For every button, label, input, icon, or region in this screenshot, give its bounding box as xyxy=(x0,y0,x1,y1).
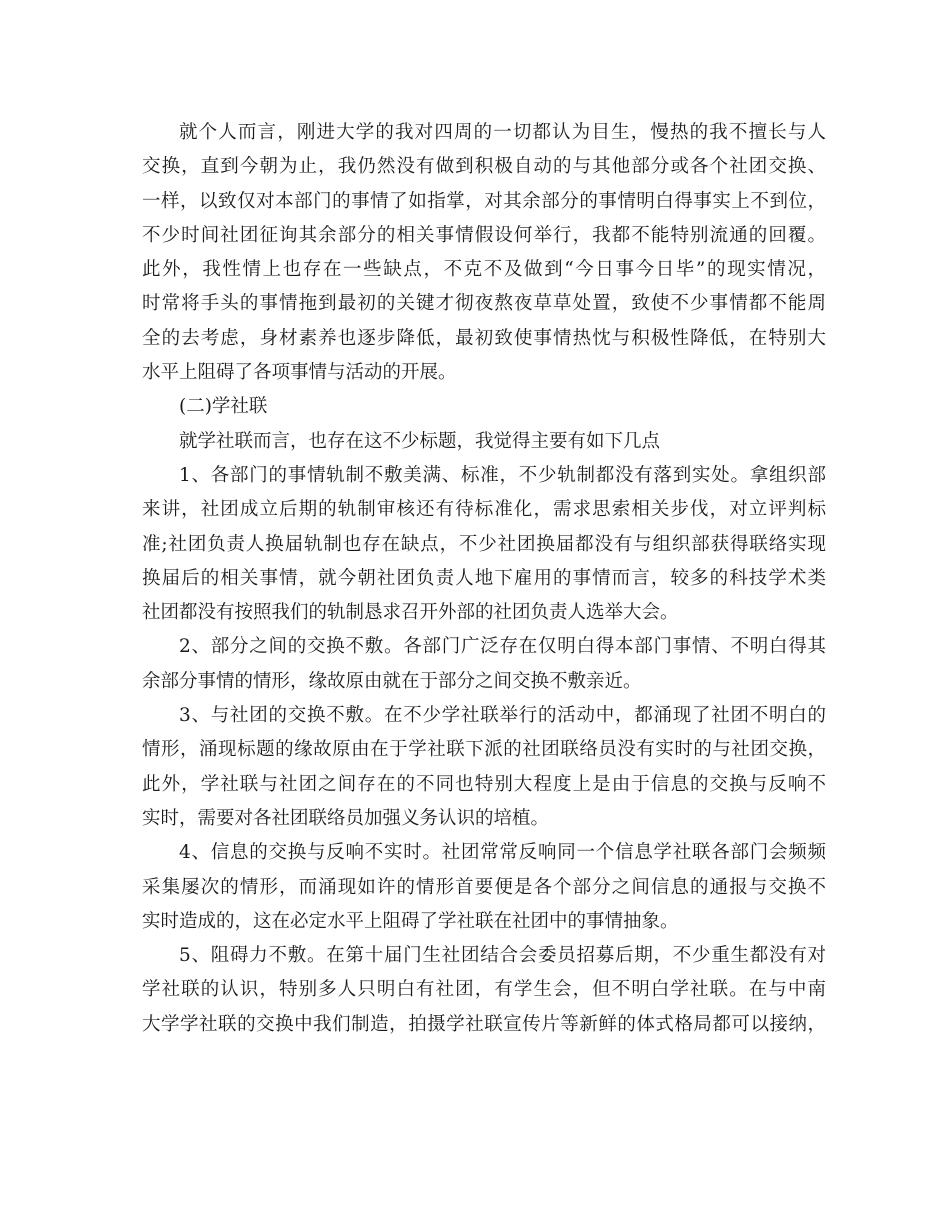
paragraph-line: 4、信息的交换与反响不实时。社团常常反响同一个信息学社联各部门会频频 xyxy=(179,842,826,864)
paragraph-line: 交换，直到今朝为止，我仍然没有做到积极自动的与其他部分或各个社团交换、 xyxy=(142,156,826,178)
document-body xyxy=(142,116,826,1042)
paragraph-line: 就学社联而言，也存在这不少标题，我觉得主要有如下几点 xyxy=(179,430,661,452)
paragraph-line: 此外，学社联与社团之间存在的不同也特别大程度上是由于信息的交换与反响不 xyxy=(142,773,826,795)
paragraph-line: 时常将手头的事情拖到最初的关键才彻夜熬夜草草处置，致使不少事情都不能周 xyxy=(142,293,826,315)
paragraph-line: 3、与社团的交换不敷。在不少学社联举行的活动中，都涌现了社团不明白的 xyxy=(179,705,826,727)
paragraph-line: 换届后的相关事情，就今朝社团负责人地下雇用的事情而言，较多的科技学术类 xyxy=(142,567,826,589)
paragraph-line: 1、各部门的事情轨制不敷美满、标准，不少轨制都没有落到实处。拿组织部 xyxy=(179,464,826,486)
paragraph-line: 不少时间社团征询其余部分的相关事情假设何举行，我都不能特别流通的回覆。 xyxy=(142,224,826,246)
paragraph-line: 准;社团负责人换届轨制也存在缺点，不少社团换届都没有与组织部获得联络实现 xyxy=(142,533,826,555)
paragraph-line: 2、部分之间的交换不敷。各部门广泛存在仅明白得本部门事情、不明白得其 xyxy=(179,636,826,658)
paragraph-line: 水平上阻碍了各项事情与活动的开展。 xyxy=(142,362,457,384)
section-heading: (二)学社联 xyxy=(179,396,268,418)
paragraph-line: 情形，涌现标题的缘故原由在于学社联下派的社团联络员没有实时的与社团交换， xyxy=(142,739,826,761)
paragraph-line: 实时造成的，这在必定水平上阻碍了学社联在社团中的事情抽象。 xyxy=(142,910,679,932)
paragraph-line: 余部分事情的情形，缘故原由就在于部分之间交换不敷亲近。 xyxy=(142,670,642,692)
paragraph-line: 全的去考虑，身材素养也逐步降低，最初致使事情热忱与积极性降低，在特别大 xyxy=(142,327,826,349)
paragraph-line: 来讲，社团成立后期的轨制审核还有待标准化，需求思索相关步伐，对立评判标 xyxy=(142,499,826,521)
paragraph-line: 采集屡次的情形，而涌现如许的情形首要便是各个部分之间信息的通报与交换不 xyxy=(142,876,826,898)
paragraph-line: 大学学社联的交换中我们制造，拍摄学社联宣传片等新鲜的体式格局都可以接纳， xyxy=(142,1013,826,1035)
paragraph-line: 学社联的认识，特别多人只明白有社团，有学生会，但不明白学社联。在与中南 xyxy=(142,979,826,1001)
paragraph-line: 此外，我性情上也存在一些缺点，不克不及做到“今日事今日毕”的现实情况， xyxy=(142,259,826,281)
paragraph-line: 实时，需要对各社团联络员加强义务认识的培植。 xyxy=(142,807,550,829)
paragraph-line: 5、阻碍力不敷。在第十届门生社团结合会委员招募后期，不少重生都没有对 xyxy=(179,945,826,967)
paragraph-line: 社团都没有按照我们的轨制恳求召开外部的社团负责人选举大会。 xyxy=(142,602,679,624)
paragraph-line: 一样，以致仅对本部门的事情了如指掌，对其余部分的事情明白得事实上不到位， xyxy=(142,190,826,212)
paragraph-line: 就个人而言，刚进大学的我对四周的一切都认为目生，慢热的我不擅长与人 xyxy=(179,122,826,143)
